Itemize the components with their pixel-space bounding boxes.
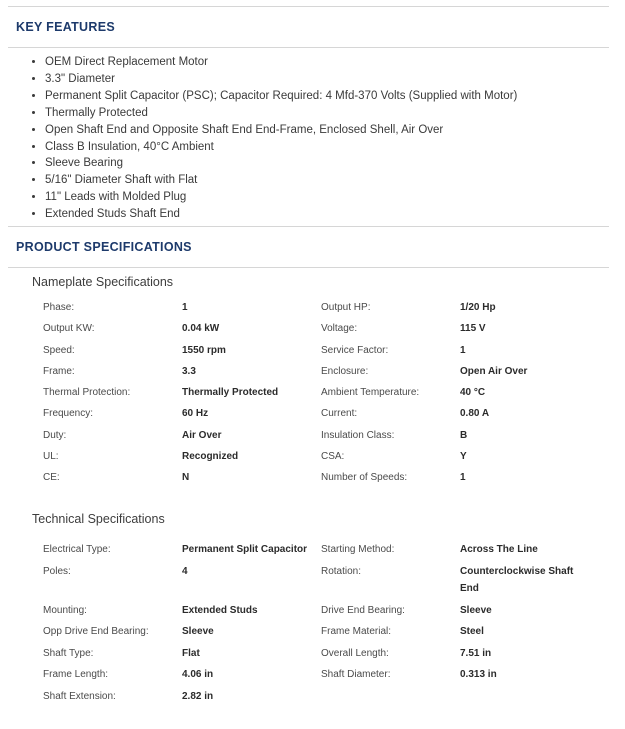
spec-value: Open Air Over — [460, 365, 528, 377]
spec-label: Frequency: — [43, 408, 94, 420]
spec-value: Across The Line — [460, 544, 538, 555]
key-features-divider — [8, 47, 609, 48]
table-row — [43, 408, 591, 429]
table-row — [43, 366, 591, 387]
spec-label: Ambient Temperature: — [321, 387, 420, 399]
spec-label: Poles: — [43, 565, 71, 577]
feature-item: • OEM Direct Replacement Motor — [45, 54, 517, 71]
table-row — [43, 623, 591, 645]
table-row — [43, 688, 591, 710]
spec-label: Electrical Type: — [43, 544, 111, 555]
spec-value: 1 — [460, 344, 466, 356]
spec-value: Steel — [460, 626, 484, 637]
table-row — [43, 387, 591, 408]
spec-label: Drive End Bearing: — [321, 604, 405, 616]
feature-item: • Class B Insulation, 40°C Ambient — [45, 139, 517, 156]
spec-value: Sleeve — [460, 604, 492, 616]
feature-item: • 11" Leads with Molded Plug — [45, 189, 517, 206]
table-row — [43, 451, 591, 472]
spec-value: 115 V — [460, 323, 486, 335]
nameplate-specifications-heading: Nameplate Specifications — [32, 275, 174, 289]
spec-value: Sleeve — [182, 626, 214, 637]
spec-label: Frame Length: — [43, 669, 109, 680]
spec-label: Voltage: — [321, 323, 358, 335]
spec-value: 1 — [182, 302, 188, 313]
spec-value: 2.82 in — [182, 690, 214, 702]
table-row — [43, 345, 591, 366]
spec-value: Permanent Split Capacitor — [182, 544, 308, 555]
spec-value: 0.80 A — [460, 408, 490, 420]
spec-label: Overall Length: — [321, 647, 389, 659]
spec-value: Recognized — [182, 451, 239, 463]
spec-value: 40 °C — [460, 387, 486, 399]
spec-label: Frame Material: — [321, 626, 392, 637]
product-specifications-heading: PRODUCT SPECIFICATIONS — [16, 240, 192, 254]
table-row — [43, 302, 591, 323]
table-row — [43, 666, 591, 688]
spec-value: 1 — [460, 472, 466, 484]
spec-label: Output KW: — [43, 323, 95, 335]
spec-value: 60 Hz — [182, 408, 209, 420]
spec-value: Air Over — [182, 429, 222, 441]
spec-label: Shaft Extension: — [43, 690, 116, 702]
spec-label: Insulation Class: — [321, 429, 395, 441]
spec-value: Counterclockwise Shaft End — [460, 565, 574, 594]
nameplate-specifications-table — [43, 302, 591, 494]
spec-label: CE: — [43, 472, 60, 484]
table-row — [43, 541, 591, 563]
spec-label: CSA: — [321, 451, 345, 463]
spec-value: 4.06 in — [182, 669, 214, 680]
feature-item: • Thermally Protected — [45, 105, 517, 122]
spec-value: 1550 rpm — [182, 344, 226, 356]
feature-item: • Sleeve Bearing — [45, 155, 517, 172]
spec-label: Enclosure: — [321, 365, 369, 377]
spec-label: Frame: — [43, 365, 75, 377]
spec-label: Output HP: — [321, 302, 371, 313]
table-row — [43, 430, 591, 451]
spec-label: Starting Method: — [321, 544, 395, 555]
spec-value: N — [182, 472, 190, 484]
feature-item: • Permanent Split Capacitor (PSC); Capacitor Required: 4 Mfd-370 Volts (Supplied with Motor) — [45, 88, 517, 105]
spec-value: 4 — [182, 565, 188, 577]
spec-label: Thermal Protection: — [43, 387, 131, 399]
spec-value: Flat — [182, 647, 200, 659]
key-features-heading: KEY FEATURES — [16, 20, 115, 34]
spec-value: 1/20 Hp — [460, 302, 496, 313]
technical-specifications-heading: Technical Specifications — [32, 512, 165, 526]
spec-label: Mounting: — [43, 604, 87, 616]
spec-value: Thermally Protected — [182, 387, 279, 399]
spec-label: Opp Drive End Bearing: — [43, 626, 149, 637]
spec-value: Y — [460, 451, 467, 463]
table-row — [43, 472, 591, 493]
table-row — [43, 602, 591, 624]
spec-label: Shaft Type: — [43, 647, 94, 659]
spec-label: Speed: — [43, 344, 75, 356]
spec-value: Extended Studs — [182, 604, 258, 616]
feature-item: • 5/16" Diameter Shaft with Flat — [45, 172, 517, 189]
spec-label: Rotation: — [321, 565, 362, 577]
specifications-divider — [8, 267, 609, 268]
spec-label: Service Factor: — [321, 344, 389, 356]
key-features-list — [28, 54, 517, 223]
spec-label: UL: — [43, 451, 59, 463]
spec-label: Current: — [321, 408, 358, 420]
technical-specifications-table — [43, 541, 591, 709]
feature-item: • Open Shaft End and Opposite Shaft End End-Frame, Enclosed Shell, Air Over — [45, 122, 517, 139]
table-row — [43, 645, 591, 667]
spec-value: B — [460, 429, 468, 441]
spec-value: 0.04 kW — [182, 323, 220, 335]
spec-value: 7.51 in — [460, 647, 492, 659]
spec-label: Shaft Diameter: — [321, 669, 391, 680]
spec-label: Phase: — [43, 302, 75, 313]
table-row — [43, 563, 591, 602]
features-end-divider — [8, 226, 609, 227]
table-row — [43, 323, 591, 344]
feature-item: • 3.3" Diameter — [45, 71, 517, 88]
spec-value: 0.313 in — [460, 669, 497, 680]
spec-label: Duty: — [43, 429, 67, 441]
feature-item: • Extended Studs Shaft End — [45, 206, 517, 223]
spec-label: Number of Speeds: — [321, 472, 408, 484]
top-divider — [8, 6, 609, 7]
spec-value: 3.3 — [182, 365, 196, 377]
